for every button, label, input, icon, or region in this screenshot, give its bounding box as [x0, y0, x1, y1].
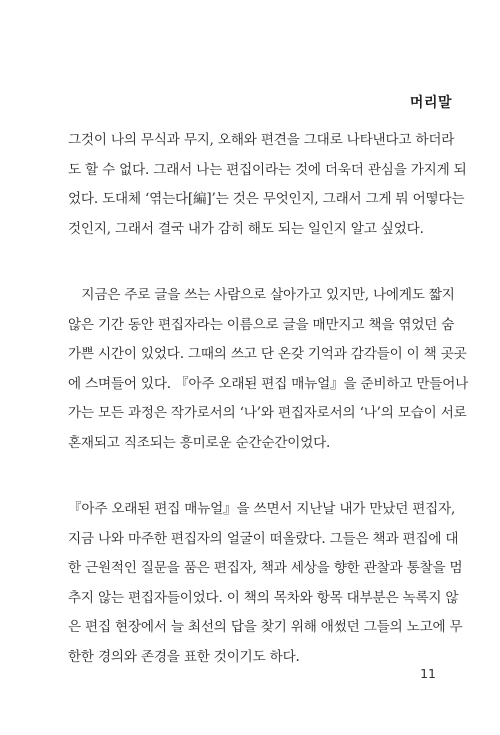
text-line: 추지 않는 편집자들이었다. 이 책의 목차와 항목 대부분은 녹록지 않: [68, 589, 459, 606]
section-title: 머리말: [409, 95, 452, 111]
text-line: 었다. 도대체 ‘엮는다[編]’는 것은 무엇인지, 그래서 그게 뭐 어떻다는: [68, 191, 465, 207]
page-number: 11: [420, 666, 436, 681]
text-line: 한 근원적인 질문을 품은 편집자, 책과 세상을 향한 관찰과 통찰을 멈: [68, 560, 463, 576]
text-line: 혼재되고 직조되는 흥미로운 순간순간이었다.: [68, 434, 331, 451]
text-line: 에 스며들어 있다. 『아주 오래된 편집 매뉴얼』을 준비하고 만들어나: [68, 375, 469, 392]
text-line: 한한 경의와 존경을 표한 것이기도 하다.: [68, 648, 300, 665]
paragraph-1: [68, 126, 467, 244]
text-line: 그것이 나의 무식과 무지, 오해와 편견을 그대로 나타낸다고 하더라: [68, 132, 455, 148]
text-line: 은 편집 현장에서 늘 최선의 답을 찾기 위해 애썼던 그들의 노고에 무: [68, 619, 463, 635]
text-line: 가는 모든 과정은 작가로서의 ‘나’와 편집자로서의 ‘나’의 모습이 서로: [68, 405, 467, 421]
text-line: 않은 기간 동안 편집자라는 이름으로 글을 매만지고 책을 엮었던 숨: [68, 316, 455, 333]
text-line: 가쁜 시간이 있었다. 그때의 쓰고 단 온갖 기억과 감각들이 이 책 곳곳: [68, 346, 467, 362]
body-text: [68, 126, 469, 709]
text-line: 『아주 오래된 편집 매뉴얼』을 쓰면서 지난날 내가 만났던 편집자,: [68, 501, 456, 517]
text-line: 것인지, 그래서 결국 내가 감히 해도 되는 일인지 알고 싶었다.: [68, 220, 424, 237]
paragraph-3: [68, 495, 463, 672]
text-line: 지금은 주로 글을 쓰는 사람으로 살아가고 있지만, 나에게도 짧지: [68, 287, 455, 303]
text-line: 도 할 수 없다. 그래서 나는 편집이라는 것에 더욱더 관심을 가지게 되: [68, 161, 467, 178]
paragraph-2: [68, 281, 469, 458]
text-line: 지금 나와 마주한 편집자의 얼굴이 떠올랐다. 그들은 책과 편집에 대: [68, 530, 459, 547]
